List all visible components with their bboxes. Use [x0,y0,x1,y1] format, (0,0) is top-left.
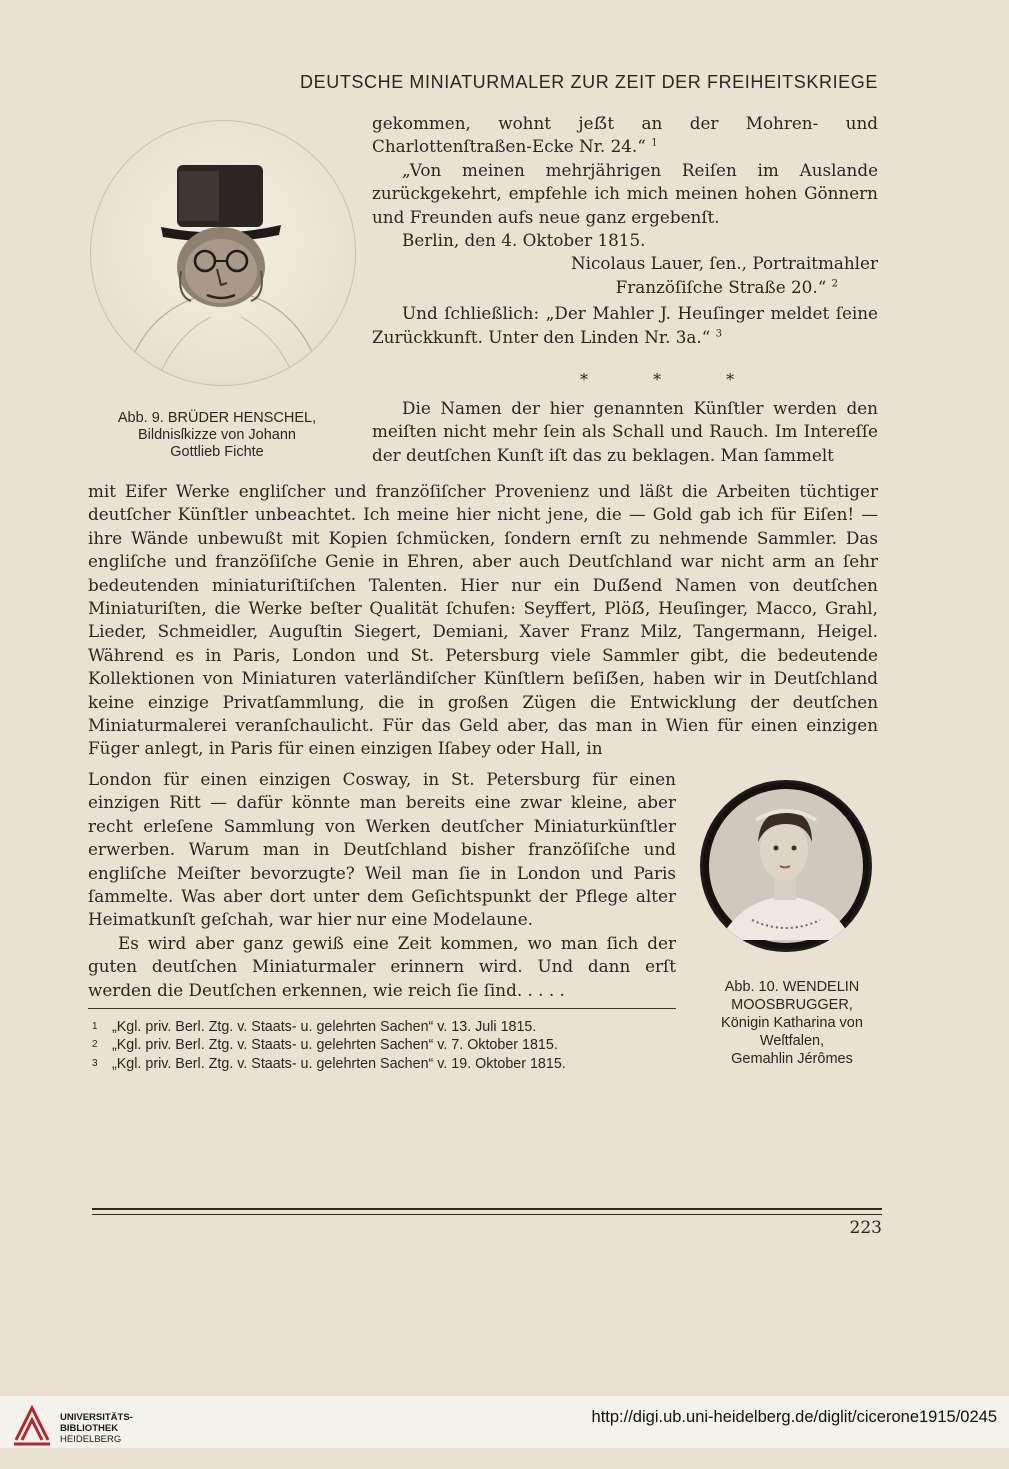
portrait-katharina-drawing [700,780,872,952]
paragraph-collectors: mit Eifer Werke engliſcher und franzöſiſcher Provenienz und läßt die Arbeiten tüchtiger deutſcher Künſtler unbeachtet. Ich meine hier nicht jene, die — Gold gab ich für Eiſen! — ihre Wände unbewußt mit Kopien ſchmücken, ſondern ernſt zu nehmende Sammler. Das engliſche und franzöſiſche Genie in Ehren, aber auch Deutſchland war nicht arm an ſehr bedeutenden miniaturiſtiſchen Talenten. Hier nur ein Duẞend Namen von deutſchen Miniaturiſten, die Werke beſter Qualität ſchufen: Seyffert, Plöẞ, Heuſinger, Macco, Grahl, Lieder, Schmeidler, Auguſtin Siegert, Demiani, Xaver Franz Milz, Tangermann, Heigel. Während es in Paris, London und St. Petersburg viele Sammler gibt, die bedeutende Kollektionen von Miniaturen vaterländiſcher Künſtlern beſiẞen, haben wir in Deutſchland keine einzige Privatſammlung, die in großen Zügen die Entwicklung der deutſchen Miniaturmalerei veranſchaulicht. Für das Geld aber, das man in Wien für einen einzigen Füger anlegt, in Paris für einen einzigen Iſabey oder Hall, in [88,481,878,759]
library-name-line1: UNIVERSITÄTS- [60,1412,133,1423]
date-line: Berlin, den 4. Oktober 1815. [402,230,646,251]
footnote-ref-3: 3 [715,328,723,340]
running-head: DEUTSCHE MINIATURMALER ZUR ZEIT DER FREIHEITSKRIEGE [300,72,878,92]
caption-fig10-title: Abb. 10. WENDELIN [724,979,860,995]
footnote-1-text: „Kgl. priv. Berl. Ztg. v. Staats- u. gelehrten Sachen“ v. 13. Juli 1815. [112,1019,537,1035]
footnote-3 [92,1055,677,1073]
caption-fig9-line2: Bildnisſkizze von Johann [138,427,296,443]
footnote-2 [92,1036,677,1054]
footnotes [92,1018,677,1073]
caption-fig10 [694,978,890,1068]
bottom-rule-thick [92,1208,882,1210]
footnote-3-text: „Kgl. priv. Berl. Ztg. v. Staats- u. gelehrten Sachen“ v. 19. Oktober 1815. [112,1055,566,1072]
paragraph-names-start: Die Namen der hier genannten Künſtler werden den meiſten nicht mehr ſein als Schall und Rauch. Im Intereſſe der deutſchen Kunſt iſt das zu beklagen. Man ſammelt [372,398,878,465]
signature-name: Nicolaus Lauer, ſen., Portraitmahler [570,253,878,274]
body-full-width [88,480,878,761]
paragraph-address-text: gekommen, wohnt jeẞt an der Mohren- und Charlottenſtraßen-Ecke Nr. 24.“ [372,113,878,157]
footnote-2-text: „Kgl. priv. Berl. Ztg. v. Staats- u. gelehrten Sachen“ v. 7. Oktober 1815. [112,1037,558,1054]
footnote-1 [92,1018,677,1036]
caption-fig10-line4: Weſtfalen, [759,1033,825,1049]
signature-address [372,276,878,299]
section-separator: * * * [580,370,765,389]
caption-fig9-line3: Gottlieb Fichte [170,444,264,460]
signature-address-text: Franzöſiſche Straße 20.“ [615,276,827,297]
caption-fig9 [86,410,348,461]
bottom-rule-thin [92,1214,882,1215]
portrait-katharina [700,780,872,952]
body-short-width [88,768,676,1002]
library-logo-icon [10,1402,54,1446]
paragraph-collectors-end: London für einen einzigen Cosway, in St. Petersburg für einen einzigen Ritt — dafür könnte man bereits eine zwar kleine, aber recht erleſene Sammlung von Werken deutſcher Miniaturkünſtler erwerben. Warum man in Deutſchland bisher franzöſiſche und engliſche Meiſter bevorzugte? Weil man ſie in London und Paris ſammelte. Was aber dort unter dem Geſichtspunkt der Pflege alter Heimatkunſt geſchah, war hier nur eine Modelaune. [88,769,676,930]
library-name-line2: BIBLIOTHEK [60,1423,119,1434]
caption-fig10-line3: Königin Katharina von [721,1015,863,1031]
paragraph-address [372,112,878,159]
caption-fig10-line2: MOOSBRUGGER, [731,997,853,1013]
footnote-ref-1: 1 [651,137,658,149]
paragraph-heusinger-text: Und ſchließlich: „Der Mahler J. Heuſinger meldet ſeine Zurückkunft. Unter den Linden Nr. 3a.“ [372,303,878,347]
footnote-1-mark: 1 [92,1021,98,1032]
footnote-divider [88,1008,676,1009]
library-name-line3: HEIDELBERG [60,1434,122,1445]
source-url-link[interactable]: http://digi.ub.uni-heidelberg.de/diglit/cicerone1915/0245 [591,1408,997,1426]
paragraph-announcement: „Von meinen mehrjährigen Reiſen im Auslande zurückgekehrt, empfehle ich mich meinen hohen Gönnern und Freunden aufs neue ganz ergebenſt. [372,159,878,227]
page-number: 223 [849,1218,882,1238]
paragraph-heusinger [372,302,878,349]
portrait-fichte [90,120,356,386]
right-column [372,112,878,467]
footnote-2-mark: 2 [92,1039,98,1051]
footnote-ref-2: 2 [831,278,838,290]
paragraph-future: Es wird aber ganz gewiß eine Zeit kommen, wo man ſich der guten deutſchen Miniaturmaler erinnern wird. Und dann erſt werden die Deutſchen erkennen, wie reich ſie ſind. . . . . [88,932,676,1000]
caption-fig9-title: Abb. 9. BRÜDER HENSCHEL, [117,410,317,426]
portrait-fichte-drawing [91,121,355,385]
caption-fig10-line5: Gemahlin Jérômes [731,1051,853,1067]
footnote-3-mark: 3 [92,1057,98,1069]
library-name [60,1412,133,1445]
